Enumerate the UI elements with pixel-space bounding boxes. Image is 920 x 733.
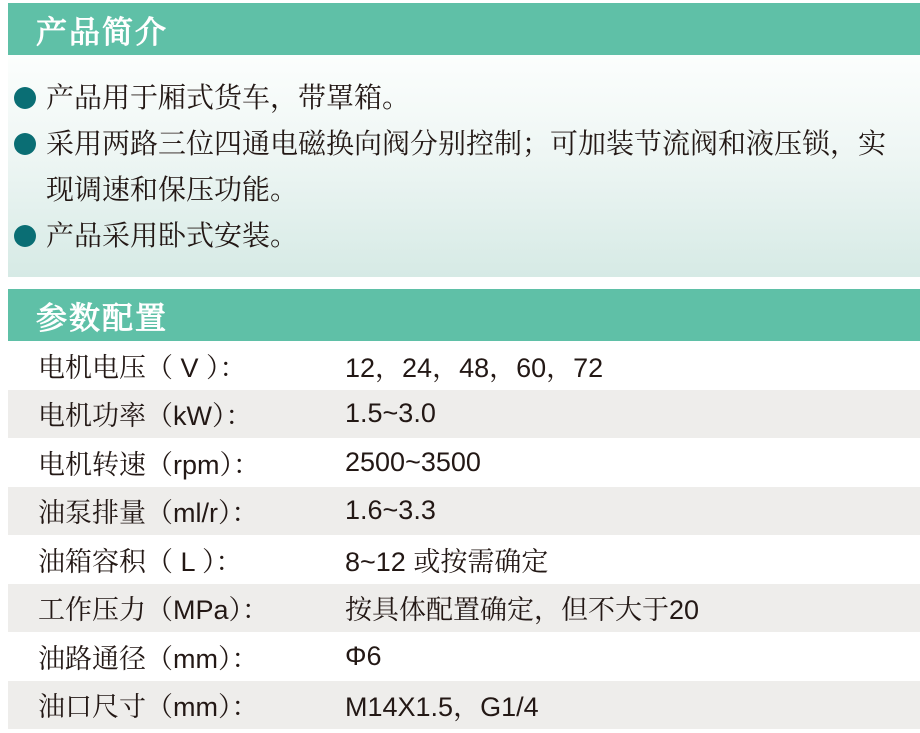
param-label: 电机转速（rpm）： bbox=[38, 449, 260, 480]
bullet-icon bbox=[14, 87, 36, 109]
param-label: 电机功率（kW）： bbox=[38, 401, 253, 432]
params-table bbox=[8, 341, 920, 729]
param-value: 1.6~3.3 bbox=[345, 495, 436, 526]
table-row bbox=[8, 632, 920, 681]
param-label: 油箱容积（ L ）： bbox=[38, 546, 243, 577]
bullet-icon bbox=[14, 225, 36, 247]
param-value: 12，24，48，60，72 bbox=[345, 352, 604, 383]
bullet-icon bbox=[14, 133, 36, 155]
param-value: 8~12 或按需确定 bbox=[345, 546, 549, 577]
param-label: 油泵排量（ml/r）： bbox=[38, 498, 259, 529]
list-item bbox=[14, 75, 900, 121]
param-label: 油口尺寸（mm）： bbox=[38, 692, 259, 723]
params-section-header bbox=[8, 289, 920, 341]
list-item bbox=[14, 121, 900, 213]
intro-section-header bbox=[8, 3, 920, 55]
bullet-text: 采用两路三位四通电磁换向阀分别控制；可加装节流阀和液压锁，实现调速和保压功能。 bbox=[46, 128, 887, 205]
table-row bbox=[8, 341, 920, 390]
param-label: 油路通径（mm）： bbox=[38, 643, 259, 674]
page-content bbox=[8, 3, 920, 729]
param-value: Φ6 bbox=[345, 640, 382, 671]
param-value: M14X1.5，G1/4 bbox=[345, 692, 539, 723]
bullet-text: 产品用于厢式货车，带罩箱。 bbox=[46, 82, 411, 113]
params-section-title: 参数配置 bbox=[36, 300, 168, 336]
section-divider bbox=[8, 277, 920, 289]
table-row bbox=[8, 584, 920, 633]
param-label: 工作压力（MPa）： bbox=[38, 595, 270, 626]
intro-section-body bbox=[8, 55, 920, 277]
table-row bbox=[8, 438, 920, 487]
table-row bbox=[8, 681, 920, 730]
param-value: 按具体配置确定，但不大于20 bbox=[345, 595, 700, 626]
param-label: 电机电压（ V ）： bbox=[38, 352, 247, 383]
table-row bbox=[8, 535, 920, 584]
table-row bbox=[8, 390, 920, 439]
bullet-text: 产品采用卧式安装。 bbox=[46, 220, 299, 251]
list-item bbox=[14, 213, 900, 259]
param-value: 2500~3500 bbox=[345, 446, 481, 477]
param-value: 1.5~3.0 bbox=[345, 398, 436, 429]
intro-section-title: 产品简介 bbox=[36, 14, 168, 50]
table-row bbox=[8, 487, 920, 536]
